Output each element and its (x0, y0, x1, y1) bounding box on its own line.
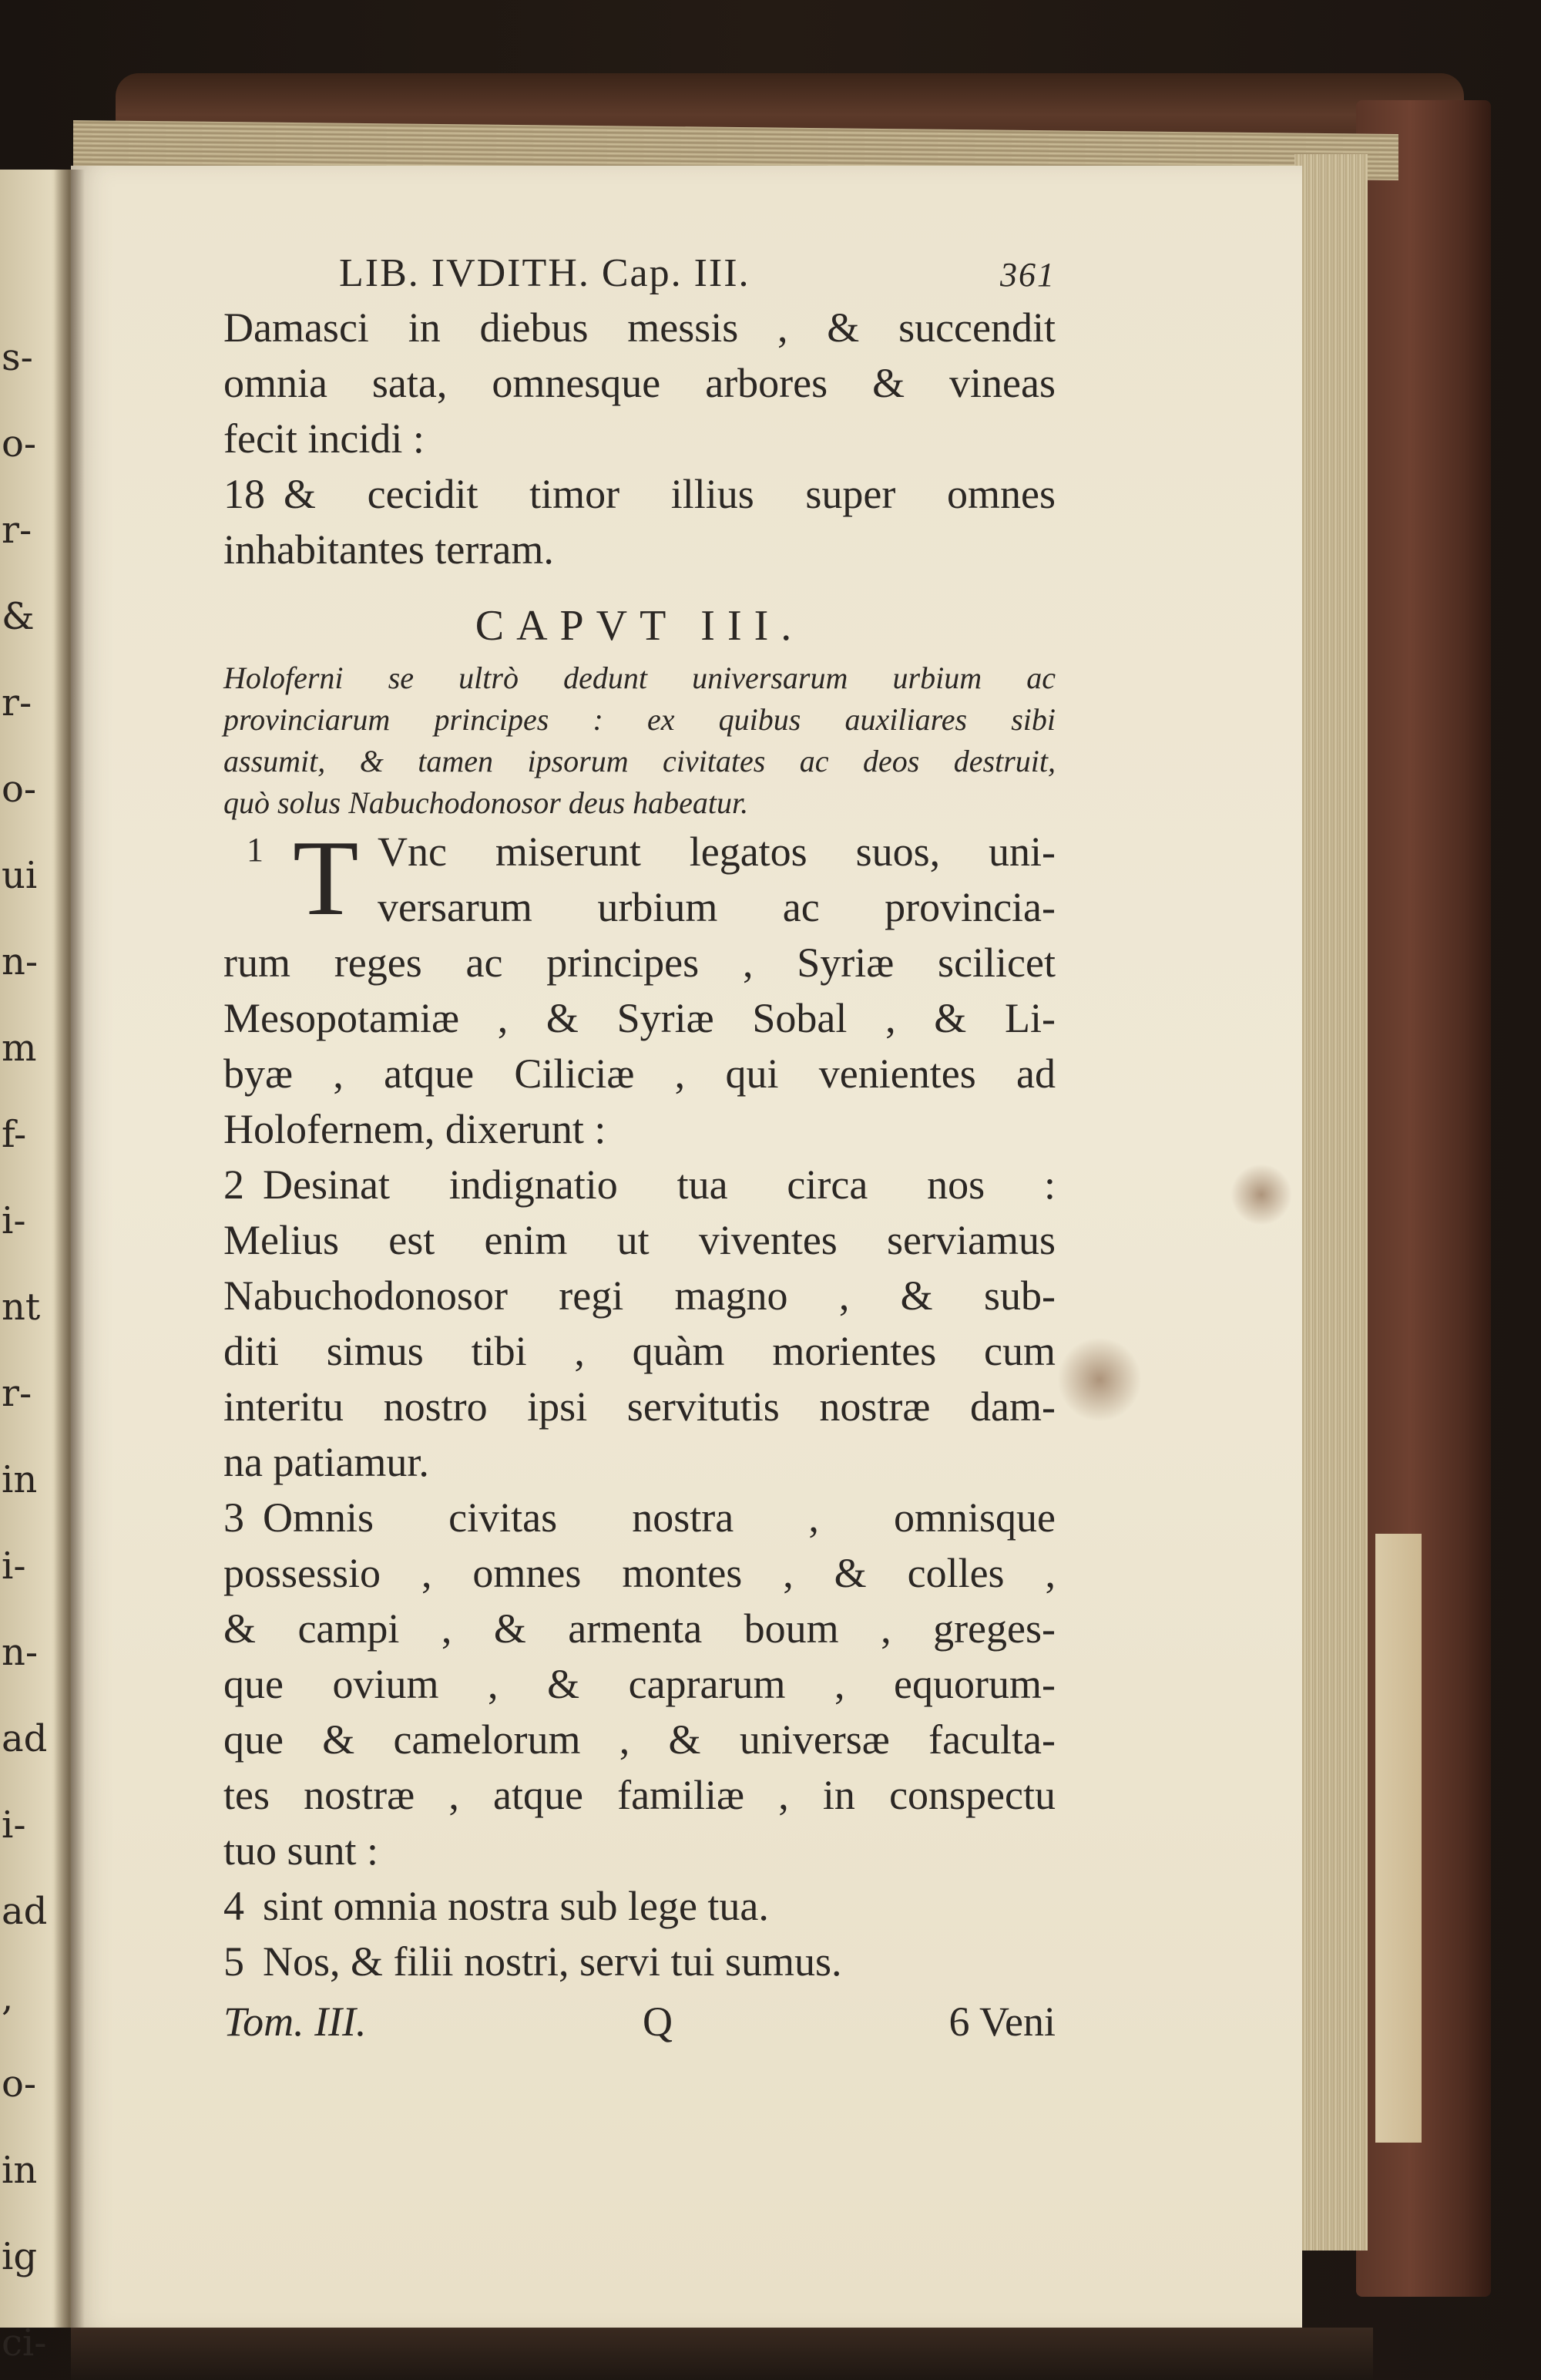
verse-line: Vnc miserunt legatos suos, uni- (378, 829, 1056, 875)
text-line (223, 1601, 1056, 1656)
stain-mark (1230, 1164, 1292, 1225)
book-gutter (54, 170, 85, 2328)
text-line (223, 1101, 1056, 1157)
text-line (223, 466, 1056, 522)
previous-page-fragment: r- (2, 509, 32, 552)
previous-page-fragment: r- (2, 1372, 32, 1415)
verse-number: 2 (223, 1161, 244, 1208)
line-text: Damasci in diebus messis , & succendit (223, 304, 1056, 351)
previous-page-fragment: i- (2, 1199, 26, 1242)
previous-page-fragment: i- (2, 1545, 26, 1588)
summary-line: Holoferni se ultrò dedunt universarum urbium ac (223, 661, 1056, 695)
chapter-title: CAPVT III. (475, 602, 804, 650)
previous-page-fragment: , (2, 1976, 14, 2019)
previous-page-fragment: s- (2, 336, 33, 379)
page-number: 361 (1000, 256, 1056, 294)
line-text: na patiamur. (223, 1439, 429, 1485)
previous-page-fragment: in (2, 2149, 38, 2192)
text-line (223, 1545, 1056, 1601)
text-block (223, 250, 1056, 2049)
text-line (223, 1157, 1056, 1212)
text-line (223, 300, 1056, 355)
summary-line: provinciarum principes : ex quibus auxiliares sibi (223, 702, 1056, 737)
line-text: & campi , & armenta boum , greges- (223, 1605, 1056, 1652)
previous-page-fragment: o- (2, 422, 37, 466)
line-text: Omnis civitas nostra , omnisque (263, 1494, 1056, 1541)
verse-1 (223, 819, 1056, 938)
previous-page-fragment: i- (2, 1803, 26, 1847)
summary-line: assumit, & tamen ipsorum civitates ac deos destruit, (223, 744, 1056, 778)
text-line (223, 1712, 1056, 1767)
text-line (223, 1434, 1056, 1490)
previous-page-fragment: n- (2, 1631, 39, 1674)
previous-page-fragment: ui (2, 854, 38, 897)
previous-page-fragment: nt (2, 1286, 41, 1329)
text-line (223, 1323, 1056, 1379)
previous-page-fragment: & (2, 595, 35, 638)
drop-capital: T (293, 819, 359, 938)
page-footer (223, 1994, 1056, 2049)
book-page (71, 166, 1302, 2331)
text-line (223, 522, 1056, 577)
verse-number: 18 (223, 471, 265, 517)
text-line (223, 1656, 1056, 1712)
line-text: que & camelorum , & universæ faculta- (223, 1716, 1056, 1763)
line-text: tes nostræ , atque familiæ , in conspectu (223, 1772, 1056, 1818)
line-text: sint omnia nostra sub lege tua. (263, 1883, 769, 1929)
text-line (223, 990, 1056, 1046)
verse-number: 1 (247, 831, 264, 869)
line-text: & cecidit timor illius super omnes (284, 471, 1056, 517)
line-text: Mesopotamiæ , & Syriæ Sobal , & Li- (223, 995, 1056, 1041)
line-text: inhabitantes terram. (223, 526, 554, 573)
line-text: Holofernem, dixerunt : (223, 1106, 606, 1152)
previous-page-fragment: o- (2, 768, 37, 811)
bookmark-slip (1375, 1534, 1422, 2143)
chapter-body (223, 935, 1056, 1989)
text-line (223, 935, 1056, 990)
text-line (223, 411, 1056, 466)
previous-page-fragment: m (2, 1027, 37, 1070)
previous-page-fragment: f- (2, 1113, 27, 1156)
line-text: possessio , omnes montes , & colles , (223, 1550, 1056, 1596)
running-title: LIB. IVDITH. Cap. III. (339, 251, 750, 295)
verses-before-chapter (223, 300, 1056, 577)
line-text: diti simus tibi , quàm morientes cum (223, 1328, 1056, 1374)
text-line (223, 1046, 1056, 1101)
text-line (223, 1934, 1056, 1989)
line-text: que ovium , & caprarum , equorum- (223, 1661, 1056, 1707)
verse-line: versarum urbium ac provincia- (378, 884, 1056, 930)
line-text: Nos, & filii nostri, servi tui sumus. (263, 1938, 842, 1985)
line-text: tuo sunt : (223, 1827, 379, 1874)
previous-page-fragment: o- (2, 2062, 37, 2106)
page-edges-right (1294, 154, 1368, 2251)
previous-page-fragment: in (2, 1458, 38, 1501)
line-text: rum reges ac principes , Syriæ scilicet (223, 940, 1056, 986)
line-text: byæ , atque Ciliciæ , qui venientes ad (223, 1050, 1056, 1097)
line-text: interitu nostro ipsi servitutis nostræ dam- (223, 1383, 1056, 1430)
text-line (223, 1268, 1056, 1323)
previous-page-fragment: ad (2, 1890, 48, 1933)
book-bottom-edge (71, 2328, 1373, 2380)
verse-number: 4 (223, 1883, 244, 1929)
volume-mark: Tom. III. (223, 1998, 367, 2045)
text-line (223, 355, 1056, 411)
catchword: 6 Veni (948, 1998, 1056, 2045)
running-head (223, 250, 1056, 300)
previous-page-fragment: r- (2, 681, 32, 724)
text-line (223, 1878, 1056, 1934)
line-text: Melius est enim ut viventes serviamus (223, 1217, 1056, 1263)
line-text: Desinat indignatio tua circa nos : (263, 1161, 1056, 1208)
line-text: Nabuchodonosor regi magno , & sub- (223, 1272, 1056, 1319)
previous-page-fragment: ci- (2, 2321, 47, 2365)
verse-number: 3 (223, 1494, 244, 1541)
text-line (223, 1379, 1056, 1434)
previous-page-fragment: ad (2, 1717, 48, 1760)
chapter-summary (223, 657, 1056, 824)
verse-number: 5 (223, 1938, 244, 1985)
text-line (223, 1823, 1056, 1878)
text-line (223, 1490, 1056, 1545)
signature-mark: Q (643, 1998, 673, 2045)
previous-page-fragment: n- (2, 940, 39, 983)
previous-page-fragment: ig (2, 2235, 38, 2278)
line-text: omnia sata, omnesque arbores & vineas (223, 360, 1056, 406)
text-line (223, 1212, 1056, 1268)
summary-line: quò solus Nabuchodonosor deus habeatur. (223, 785, 749, 820)
line-text: fecit incidi : (223, 415, 425, 462)
stain-mark (1057, 1337, 1142, 1422)
text-line (223, 1767, 1056, 1823)
